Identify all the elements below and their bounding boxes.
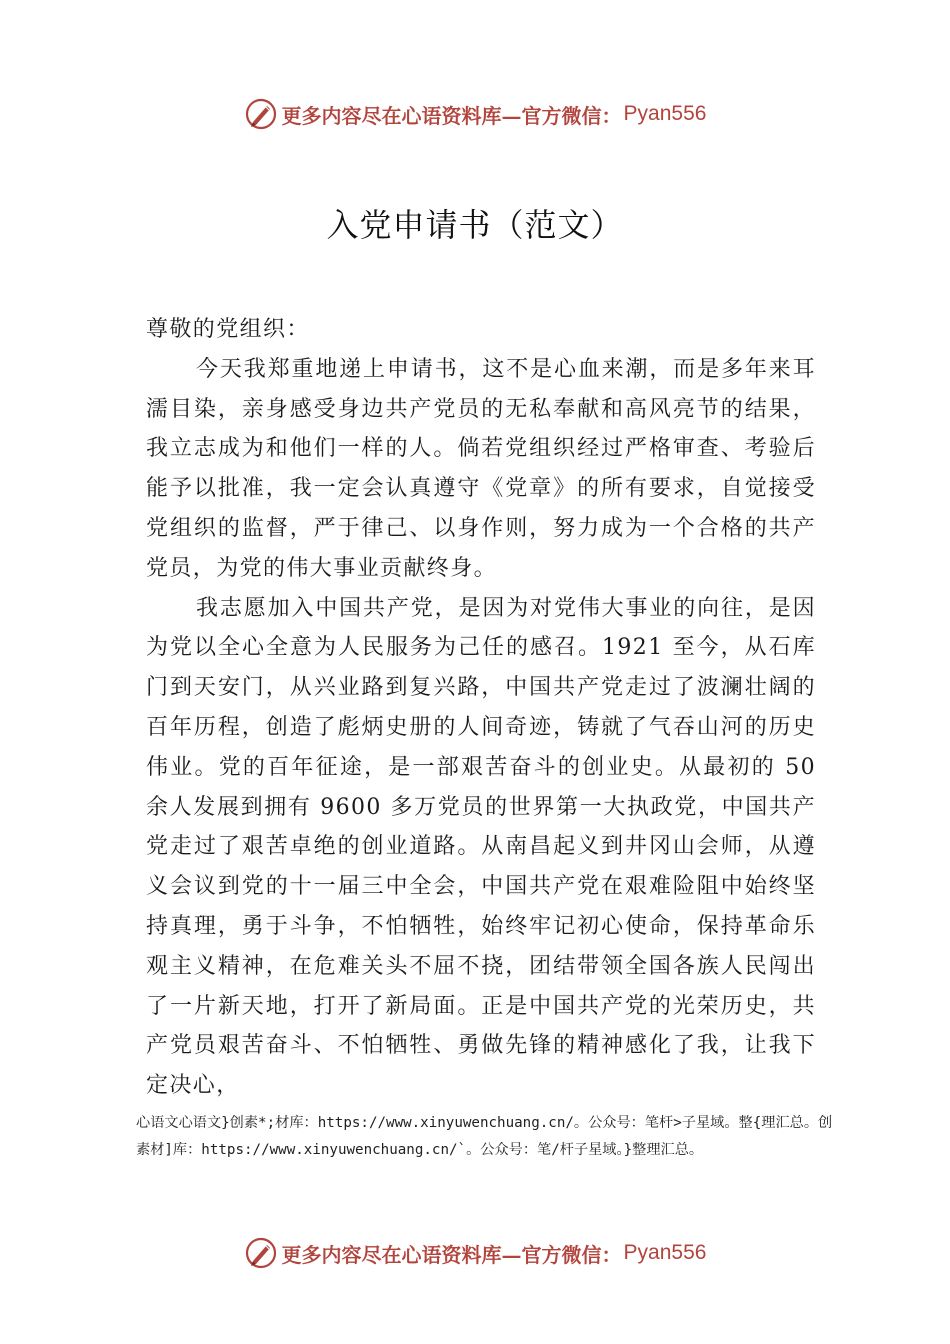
pen-logo-icon	[244, 1236, 278, 1270]
document-title: 入党申请书（范文）	[326, 206, 624, 244]
banner-text: 更多内容尽在心语资料库—官方微信：	[281, 103, 622, 128]
paragraph-1: 今天我郑重地递上申请书，这不是心血来潮，而是多年来耳濡目染，亲身感受身边共产党员的无私奉献和高风亮节的结果，我立志成为和他们一样的人。倘若党组织经过严格审查、考验后能予以批准，我一定会认真遵守《党章》的所有要求，自觉接受党组织的监督，严于律己、以身作则，努力成为一个合格的共产党员，为党的伟大事业贡献终身。	[146, 356, 816, 581]
salutation: 尊敬的党组织：	[146, 317, 310, 342]
document-body	[146, 310, 816, 1106]
banner-wechat-id: Pyan556	[623, 1241, 707, 1264]
banner-text: 更多内容尽在心语资料库—官方微信：	[281, 1242, 622, 1267]
footer-watermark-banner	[0, 1233, 950, 1273]
paragraph-2: 我志愿加入中国共产党，是因为对党伟大事业的向往，是因为党以全心全意为人民服务为己任的感召。1921 至今，从石库门到天安门，从兴业路到复兴路，中国共产党走过了波澜壮阔的百年历程，创造了彪炳史册的人间奇迹，铸就了气吞山河的历史伟业。党的百年征途，是一部艰苦奋斗的创业史。从最初的 50 余人发展到拥有 9600 多万党员的世界第一大执政党，中国共产党走过了艰苦卓绝的创业道路。从南昌起义到井冈山会师，从遵义会议到党的十一届三中全会，中国共产党在艰难险阻中始终坚持真理，勇于斗争，不怕牺牲，始终牢记初心使命，保持革命乐观主义精神，在危难关头不屈不挠，团结带领全国各族人民闯出了一片新天地，打开了新局面。正是中国共产党的光荣历史，共产党员艰苦奋斗、不怕牺牲、勇做先锋的精神感化了我，让我下定决心，	[146, 595, 816, 1099]
banner-wechat-id: Pyan556	[623, 102, 707, 125]
header-watermark-banner	[0, 94, 950, 134]
pen-logo-icon	[244, 97, 278, 131]
footnote-watermark-text: 心语文心语文}创素*;材库：https://www.xinyuwenchuang.cn/。公众号：笔杆>子星域。整{理汇总。创素材]库：https://www.xinyuwenchuang.cn/`。公众号：笔/杆子星域。}整理汇总。	[136, 1115, 833, 1158]
